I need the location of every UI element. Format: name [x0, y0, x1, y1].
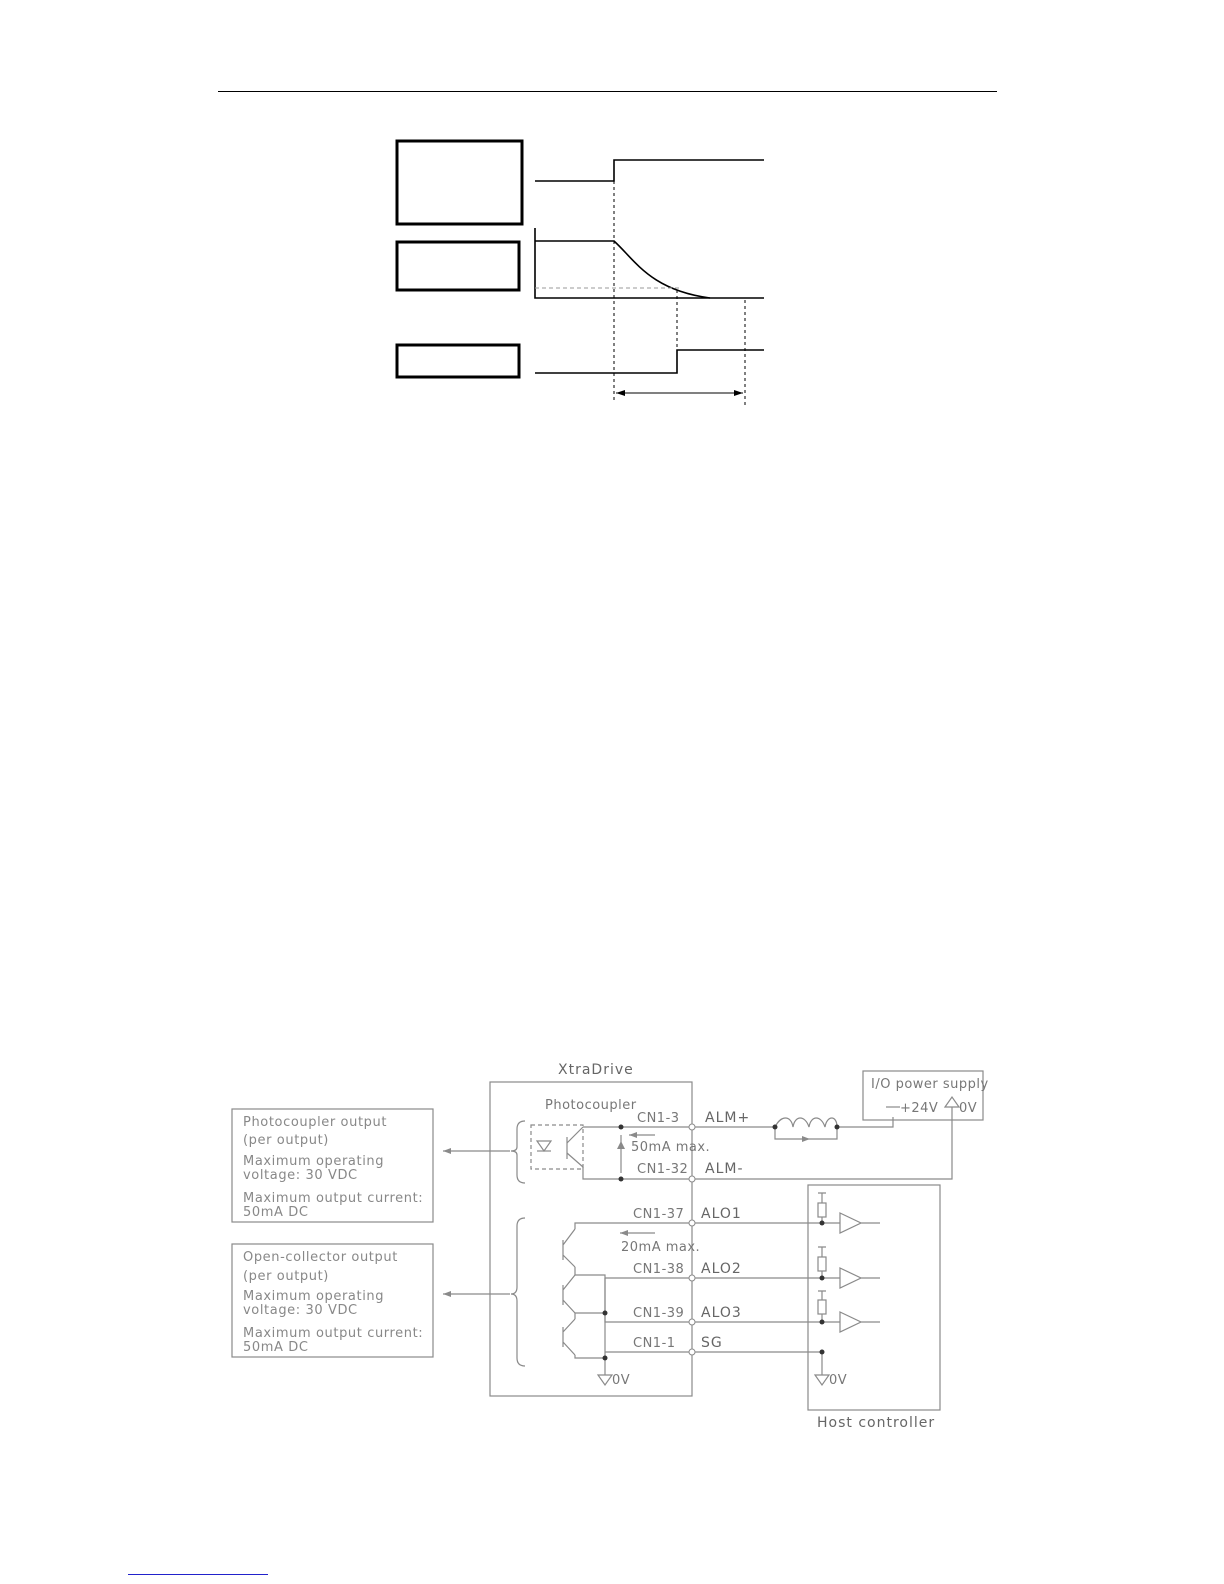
power-supply-plus: +24V — [900, 1101, 939, 1116]
output-waveform — [535, 350, 764, 373]
signal-sg: SG — [701, 1335, 723, 1351]
terminal-cn1-39 — [689, 1319, 695, 1325]
power-zero-symbol — [945, 1097, 959, 1107]
junction-host-2 — [820, 1276, 825, 1281]
photo-spec-line-3: Maximum operating — [243, 1154, 385, 1169]
junction-relay-b — [835, 1125, 840, 1130]
photocoupler-transistor-legs — [567, 1127, 583, 1167]
sg-external — [692, 1352, 822, 1375]
signal-alo2: ALO2 — [701, 1261, 742, 1277]
junction-oc-1 — [603, 1311, 608, 1316]
timing-diagram — [380, 130, 780, 415]
pin-cn1-37: CN1-37 — [633, 1207, 685, 1222]
oc-spec-line-4: voltage: 30 VDC — [243, 1303, 358, 1318]
oc-transistor-3 — [563, 1319, 575, 1355]
timing-label-box-1 — [397, 141, 522, 224]
host-ground-symbol — [815, 1375, 829, 1385]
pullup-resistor-1 — [818, 1203, 826, 1217]
pin-cn1-39: CN1-39 — [633, 1306, 685, 1321]
junction-oc-2 — [603, 1356, 608, 1361]
oc-current-label: 20mA max. — [621, 1240, 701, 1255]
interval-arrow-right — [734, 390, 743, 396]
spec-arrowhead-1 — [443, 1148, 451, 1154]
signal-alo3: ALO3 — [701, 1305, 742, 1321]
power-supply-zero: 0V — [959, 1101, 978, 1116]
pin-cn1-3: CN1-3 — [637, 1111, 680, 1126]
pin-cn1-1: CN1-1 — [633, 1336, 676, 1351]
photocoupler-current-direction-head — [629, 1132, 637, 1138]
photo-spec-line-2: (per output) — [243, 1133, 329, 1148]
photocoupler-current-arrowhead — [617, 1141, 625, 1149]
alo1-wire — [575, 1223, 692, 1229]
xtradrive-title: XtraDrive — [558, 1062, 634, 1078]
signal-alm-minus: ALM- — [705, 1161, 744, 1177]
oc-transistor-2 — [563, 1275, 575, 1313]
host-buffer-1 — [840, 1213, 880, 1233]
photo-spec-line-4: voltage: 30 VDC — [243, 1168, 358, 1183]
photo-spec-line-6: 50mA DC — [243, 1205, 309, 1220]
pullup-resistor-2 — [818, 1257, 826, 1271]
terminal-cn1-1 — [689, 1349, 695, 1355]
host-buffer-2 — [840, 1268, 880, 1288]
host-buffer-3 — [840, 1312, 880, 1332]
host-controller-label: Host controller — [817, 1415, 936, 1431]
header-rule — [218, 91, 997, 92]
drive-ground-label: 0V — [612, 1373, 631, 1388]
relay-arrowhead — [802, 1136, 810, 1142]
drive-ground-symbol — [598, 1375, 612, 1385]
photocoupler-label: Photocoupler — [545, 1098, 637, 1113]
oc-current-direction-head — [620, 1230, 628, 1236]
oc-spec-line-3: Maximum operating — [243, 1289, 385, 1304]
junction-host-sg — [820, 1350, 825, 1355]
photocoupler-led — [537, 1141, 551, 1151]
decay-curve — [535, 241, 710, 298]
photocoupler-symbol — [531, 1125, 583, 1169]
relay-coil — [775, 1118, 837, 1127]
pin-cn1-38: CN1-38 — [633, 1262, 685, 1277]
pullup-3-rail — [818, 1291, 826, 1300]
interval-arrow-left — [616, 390, 625, 396]
junction-relay-a — [773, 1125, 778, 1130]
wiring-diagram — [225, 1055, 995, 1440]
pullup-2-rail — [818, 1247, 826, 1257]
oc-spec-line-1: Open-collector output — [243, 1250, 398, 1265]
photocoupler-current-label: 50mA max. — [631, 1140, 711, 1155]
footer-link-underline[interactable] — [128, 1574, 268, 1575]
photocoupler-brace — [511, 1121, 525, 1183]
junction-photo-plus — [619, 1125, 624, 1130]
oc-spec-line-2: (per output) — [243, 1269, 329, 1284]
photo-spec-line-5: Maximum output current: — [243, 1191, 424, 1206]
host-ground-label: 0V — [829, 1373, 848, 1388]
pullup-1-rail — [818, 1193, 826, 1203]
junction-host-3 — [820, 1320, 825, 1325]
terminal-cn1-32 — [689, 1176, 695, 1182]
open-collector-brace — [511, 1218, 525, 1366]
terminal-cn1-3 — [689, 1124, 695, 1130]
pin-cn1-32: CN1-32 — [637, 1162, 689, 1177]
oc-transistor-1 — [563, 1229, 575, 1267]
signal-alm-plus: ALM+ — [705, 1110, 751, 1126]
oc-spec-line-5: Maximum output current: — [243, 1326, 424, 1341]
junction-photo-minus — [619, 1177, 624, 1182]
pullup-resistor-3 — [818, 1300, 826, 1314]
photo-spec-line-1: Photocoupler output — [243, 1115, 388, 1130]
oc-spec-line-6: 50mA DC — [243, 1340, 309, 1355]
spec-arrowhead-2 — [443, 1291, 451, 1297]
power-supply-title: I/O power supply — [871, 1077, 989, 1092]
trigger-waveform — [535, 160, 764, 181]
sg-wire — [575, 1352, 692, 1375]
timing-label-box-2 — [397, 242, 519, 290]
signal-alo1: ALO1 — [701, 1206, 742, 1222]
terminal-cn1-37 — [689, 1220, 695, 1226]
terminal-cn1-38 — [689, 1275, 695, 1281]
junction-host-1 — [820, 1221, 825, 1226]
timing-label-box-3 — [397, 345, 519, 377]
